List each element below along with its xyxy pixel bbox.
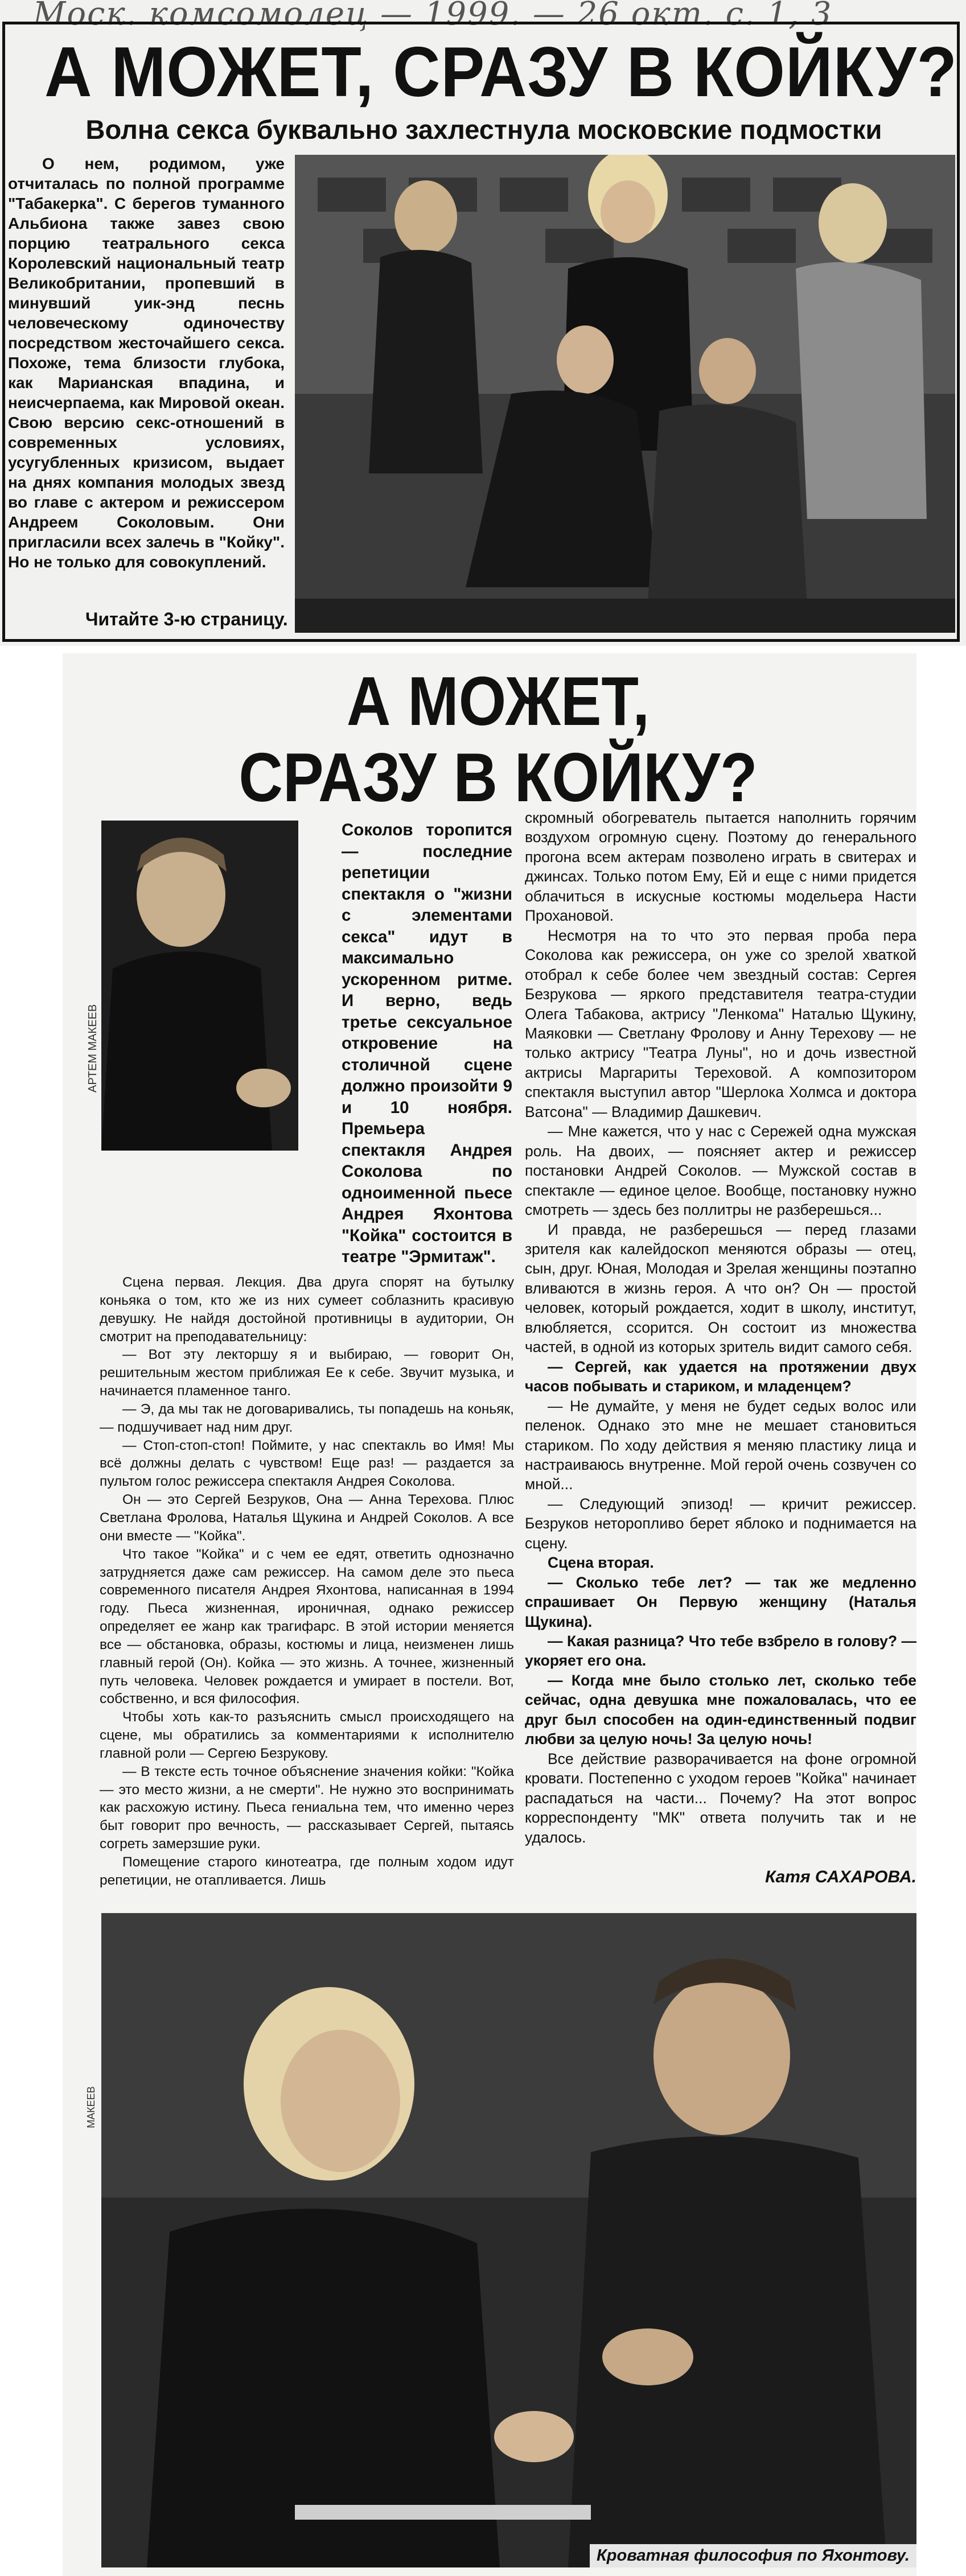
front-subheadline: Волна секса буквально захлестнула московские подмостки: [85, 114, 882, 145]
dialogue: — Какая разница? Что тебе взбрело в голову? — укоряет его она.: [525, 1633, 916, 1670]
rehearsal-photo-credit: МАКЕЕВ: [85, 2086, 97, 2128]
portrait-photo-sokolov: [101, 821, 298, 1151]
paragraph: — В тексте есть точное объяснение значения койки: "Койка — это место жизни, а не смерти". Не нужно это воспринимать как расхожую истину. Пьеса гениальна тем, что именно через быт говорит про вечность, — рассказывает Сергей, пытаясь согреть замерзшие руки.: [100, 1763, 514, 1852]
paragraph: — Вот эту лекторшу я и выбираю, — говорит Он, решительным жестом приближая Ее к себе. Звучит музыка, и начинается пламенное танго.: [100, 1347, 514, 1399]
paragraph: И правда, не разберешься — перед глазами зрителя как калейдоскоп меняются образы — отец, сын, друг. Юная, Молодая и Зрелая женщины поэтапно вливаются в жизнь героя. А что он? Он — простой человек, который рождается, ходит в школу, институт, влюбляется, ссорится. Он состоит из множества частей, в одной из которых зритель видит самого себя.: [525, 1221, 916, 1356]
paragraph: Все действие разворачивается на фоне огромной кровати. Постепенно с уходом героев "Койка" начинает распадаться на части... Почему? На этот вопрос корреспонденту "МК" ответа получить так и не удалось.: [525, 1750, 916, 1846]
article-headline: [140, 663, 856, 815]
article-intro: Соколов торопится — последние репетиции спектакля о "жизни с элементами секса" идут в максимально ускоренном ритме. И верно, ведь третье сексуальное откровение на столичной сцене должно произойти 9 и 10 ноября. Премьера спектакля Андрея Соколова по одноименной пьесе Андрея Яхонтова "Койка" состоится в театре "Эрмитаж".: [342, 821, 512, 1266]
rehearsal-illustration: [101, 1913, 916, 2567]
paragraph: — Мне кажется, что у нас с Сережей одна мужская роль. На двоих, — поясняет актер и режиссер постановки Андрей Соколов. — Мужской состав в спектакле — единое целое. Вообще, постановку нужно смотреть — здесь без поллитры не разберешься...: [525, 1123, 916, 1219]
portrait-illustration: [101, 821, 298, 1151]
paragraph: Помещение старого кинотеатра, где полным ходом идут репетиции, не отапливается. Лишь: [100, 1854, 514, 1888]
paragraph: Несмотря на то что это первая проба пера Соколова как режиссера, он уже со зрелой хваткой отобрал к себе более чем звездный состав: Сергея Безрукова — яркого представителя театра-студии Олега Табакова, актрису "Ленкома" Наталью Щукину, Маяковки — Светлану Фролову и Анну Терехову — не только актрису "Театра Луны", но и дочь известной актрисы Маргариты Тереховой. А композитором спектакля выступил автор "Шерлока Холмса и доктора Ватсона" — Владимир Дашкевич.: [525, 926, 916, 1120]
handwritten-source-note: Моск. комсомолец — 1999. — 26 окт. с. 1, 3: [33, 0, 833, 32]
paragraph: Сцена первая. Лекция. Два друга спорят на бутылку коньяка о том, кто же из них сумеет соблазнить красивую девушку. Не найдя достойной противницы в аудитории, Он смотрит на преподавательницу:: [100, 1275, 514, 1345]
paragraph: Он — это Сергей Безруков, Она — Анна Терехова. Плюс Светлана Фролова, Наталья Щукина и Андрей Соколов. А все они вместе — "Койка".: [100, 1492, 514, 1544]
front-lead-text: О нем, родимом, уже отчиталась по полной программе "Табакерка". С берегов туманного Альбиона также завез свою порцию театрального секса Королевский национальный театр Великобритании, пропевший в минувший уик-энд песнь человеческому одиночеству посредством жесточайшего секса. Похоже, тема близости глубока, как Марианская впадина, и неисчерпаема, как Мировой океан. Свою версию секс-отношений в современных условиях, усугубленных кризисом, выдает на днях компания молодых звезд во главе с актером и режиссером Андреем Соколовым. Они пригласили всех залечь в "Койку". Но не только для совокуплений.: [8, 155, 285, 571]
paragraph: — Не думайте, у меня не будет седых волос или пеленок. Однако это мне не мешает становиться стариком. По ходу действия я меняю пластику лица и настраиваюсь внутренне. Мой герой очень созвучен со мной...: [525, 1397, 916, 1493]
article-column-left: [100, 1273, 514, 1890]
see-page-note: Читайте 3-ю страницу.: [85, 609, 288, 629]
scene-heading: Сцена вторая.: [548, 1554, 654, 1572]
article-column-right: [525, 808, 916, 1847]
article-headline-line1: А МОЖЕТ,: [346, 662, 650, 740]
paragraph: скромный обогреватель пытается наполнить горячим воздухом огромную сцену. Поэтому до генерального прогона всем актерам позволено играть в свитерах и джинсах. Только потом Ему, Ей и еще с ними придется облачиться в искусные костюмы модельера Насти Прохановой.: [525, 809, 916, 925]
portrait-photo-credit: АРТЕМ МАКЕЕВ: [87, 1004, 99, 1093]
article-headline-line2: СРАЗУ В КОЙКУ?: [239, 739, 758, 816]
cast-group-photo: [295, 155, 955, 633]
paragraph: — Следующий эпизод! — кричит режиссер. Безруков неторопливо берет яблоко и поднимается на сцену.: [525, 1495, 916, 1552]
paragraph: Что такое "Койка" и с чем ее едят, ответить однозначно затрудняется даже сам режиссер. На самом деле это пьеса современного писателя Андрея Яхонтова, написанная в 1994 году. Пьеса жизненная, ироничная, однако режиссер определяет ее жанр как трагифарс. В этой истории меняется все — обстановка, образы, костюмы и лица, неизменен лишь главный герой (Он). Койка — это жизнь. А точнее, жизненный путь человека. Человек рождается и умирает в постели. Вот, собственно, и вся философия.: [100, 1546, 514, 1707]
dialogue: — Когда мне было столько лет, сколько тебе сейчас, одна девушка мне пожаловалась, что ее друг был способен на один-единственный подвиг любви за целую ночь! За целую ночь!: [525, 1671, 916, 1748]
front-headline: А МОЖЕТ, СРАЗУ В КОЙКУ?: [44, 33, 957, 112]
paragraph: Чтобы хоть как-то разъяснить смысл происходящего на сцене, мы обратились за комментариями к исполнителю главной роли — Сергею Безрукову.: [100, 1709, 514, 1761]
paragraph: — Стоп-стоп-стоп! Поймите, у нас спектакль во Имя! Мы всё должны делать с чувством! Еще раз! — раздается за пультом голос режиссера спектакля Андрея Соколова.: [100, 1437, 514, 1490]
photo-caption: Кроватная философия по Яхонтову.: [590, 2544, 916, 2567]
article-author: Катя САХАРОВА.: [765, 1868, 916, 1886]
question: — Сергей, как удается на протяжении двух часов побывать и стариком, и младенцем?: [525, 1358, 916, 1395]
cast-photo-illustration: [295, 155, 955, 633]
dialogue: — Сколько тебе лет? — так же медленно спрашивает Он Первую женщину (Наталья Щукина).: [525, 1573, 916, 1630]
rehearsal-scene-photo: [101, 1913, 916, 2567]
paragraph: — Э, да мы так не договаривались, ты попадешь на коньяк, — подшучивает над ним друг.: [100, 1401, 514, 1435]
